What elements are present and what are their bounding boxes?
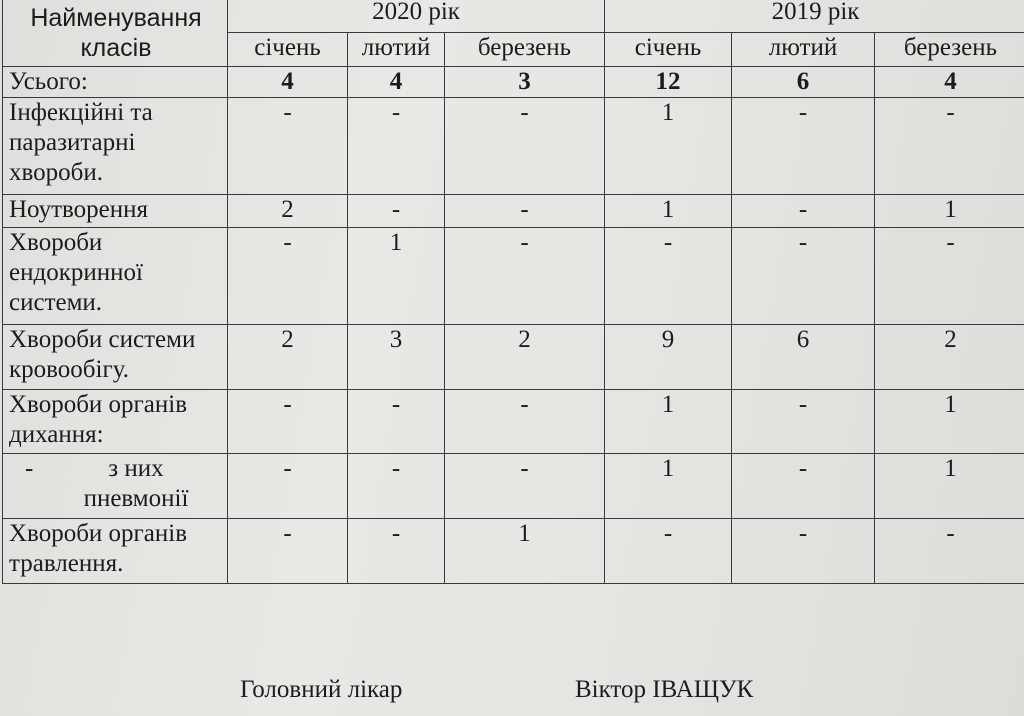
table-cell: - bbox=[348, 98, 445, 195]
table-cell: - bbox=[732, 390, 875, 454]
table-row bbox=[3, 390, 1024, 454]
table-row bbox=[3, 454, 1024, 519]
row-label: Хвороби системи кровообігу. bbox=[3, 325, 228, 390]
table-cell: - bbox=[228, 98, 348, 195]
table-row bbox=[3, 195, 1024, 228]
table-cell: 12 bbox=[605, 67, 732, 98]
table-cell: - bbox=[445, 390, 605, 454]
table-cell: 6 bbox=[732, 325, 875, 390]
row-label: Інфекційні та паразитарні хвороби. bbox=[3, 98, 228, 195]
table-cell: - bbox=[348, 195, 445, 228]
table-cell: - bbox=[732, 228, 875, 325]
month-header: березень bbox=[445, 33, 605, 67]
table-cell: - bbox=[228, 454, 348, 519]
table-cell: 1 bbox=[445, 519, 605, 584]
table-cell: - bbox=[348, 454, 445, 519]
table-cell: 2 bbox=[875, 325, 1024, 390]
class-column-header: Найменування класів bbox=[3, 0, 228, 67]
row-label: Хвороби ендокринної системи. bbox=[3, 228, 228, 325]
row-label: Усього: bbox=[3, 67, 228, 98]
table-cell: 1 bbox=[875, 454, 1024, 519]
list-dash: - bbox=[25, 455, 34, 482]
table-cell: 2 bbox=[228, 195, 348, 228]
table-cell: - bbox=[875, 98, 1024, 195]
table-cell: 1 bbox=[875, 195, 1024, 228]
year-header-2019: 2019 рік bbox=[605, 0, 1024, 33]
table-cell: 1 bbox=[605, 454, 732, 519]
signature-position: Головний лікар bbox=[240, 676, 403, 703]
table-cell: 1 bbox=[875, 390, 1024, 454]
total-row bbox=[3, 67, 1024, 98]
table-cell: 2 bbox=[445, 325, 605, 390]
table-cell: - bbox=[445, 454, 605, 519]
table-cell: - bbox=[348, 519, 445, 584]
table-cell: - bbox=[605, 519, 732, 584]
month-header: лютий bbox=[732, 33, 875, 67]
month-header: січень bbox=[228, 33, 348, 67]
table-cell: 1 bbox=[605, 195, 732, 228]
header-row-years bbox=[3, 0, 1024, 33]
table-cell: - bbox=[732, 98, 875, 195]
table-cell: - bbox=[228, 519, 348, 584]
table-cell: - bbox=[348, 390, 445, 454]
table-cell: 6 bbox=[732, 67, 875, 98]
row-label-text: з них пневмонії bbox=[83, 455, 189, 512]
year-header-2020: 2020 рік bbox=[228, 0, 605, 33]
table-cell: 4 bbox=[875, 67, 1024, 98]
month-header: січень bbox=[605, 33, 732, 67]
table-row bbox=[3, 519, 1024, 584]
table-row bbox=[3, 325, 1024, 390]
table-row bbox=[3, 228, 1024, 325]
table-cell: 9 bbox=[605, 325, 732, 390]
row-label bbox=[3, 454, 228, 519]
month-header: лютий bbox=[348, 33, 445, 67]
table-cell: 2 bbox=[228, 325, 348, 390]
table-cell: - bbox=[732, 519, 875, 584]
signature-name: Віктор ІВАЩУК bbox=[575, 676, 754, 703]
table-cell: - bbox=[445, 228, 605, 325]
row-label: Хвороби органів травлення. bbox=[3, 519, 228, 584]
table-cell: - bbox=[732, 195, 875, 228]
table-cell: 3 bbox=[445, 67, 605, 98]
table-cell: - bbox=[875, 519, 1024, 584]
row-label: Хвороби органів дихання: bbox=[3, 390, 228, 454]
table-cell: 1 bbox=[348, 228, 445, 325]
table-cell: 3 bbox=[348, 325, 445, 390]
table-cell: 4 bbox=[228, 67, 348, 98]
statistics-table bbox=[2, 0, 1024, 584]
table-cell: 1 bbox=[605, 98, 732, 195]
table-cell: - bbox=[228, 228, 348, 325]
table-cell: - bbox=[875, 228, 1024, 325]
table-cell: - bbox=[445, 195, 605, 228]
table-cell: 1 bbox=[605, 390, 732, 454]
table-cell: - bbox=[732, 454, 875, 519]
table-cell: 4 bbox=[348, 67, 445, 98]
table-cell: - bbox=[445, 98, 605, 195]
table-row bbox=[3, 98, 1024, 195]
row-label: Ноутворення bbox=[3, 195, 228, 228]
table-cell: - bbox=[228, 390, 348, 454]
table-cell: - bbox=[605, 228, 732, 325]
month-header: березень bbox=[875, 33, 1024, 67]
